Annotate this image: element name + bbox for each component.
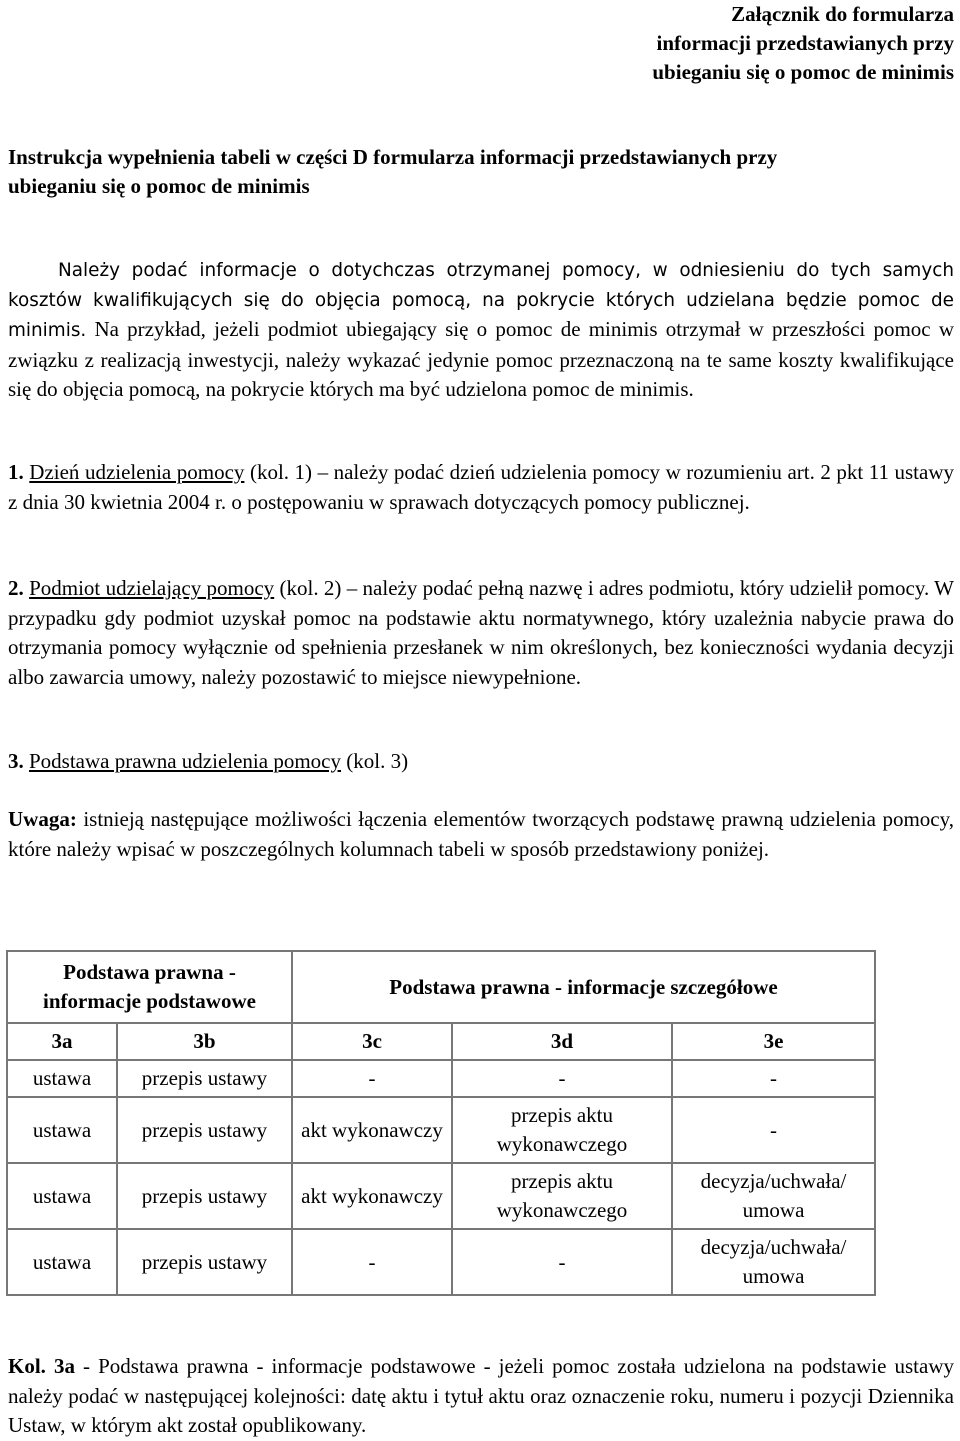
note-text: istnieją następujące możliwości łączenia elementów tworzących podstawę prawną udzielenia pomocy, które należy wpisać w poszczególnych kolumnach tabeli w sposób przedstawiony poniżej. bbox=[8, 807, 954, 861]
col-3a-text: - Podstawa prawna - informacje podstawowe - jeżeli pomoc została udzielona na podstawie ustawy należy podać w następującej kolejności: datę aktu i tytuł aktu oraz oznaczenie roku, numeru i pozycji Dziennika Ustaw, w którym akt został opublikowany. bbox=[8, 1354, 954, 1437]
column-number-3e: 3e bbox=[672, 1023, 875, 1060]
col-3a-paragraph bbox=[8, 1352, 954, 1441]
item-3-paragraph bbox=[8, 747, 954, 777]
item-2-paragraph bbox=[8, 574, 954, 692]
table-cell: - bbox=[452, 1060, 672, 1097]
item-2-text-2: W przypadku gdy podmiot uzyskał pomoc na podstawie aktu normatywnego, który uzależnia nabycie prawa do otrzymania pomocy wyłącznie od spełnienia przesłanek w nim określonych, bez konieczności wydania decyzji albo zawarcia umowy, należy pozostawić to miejsce niewypełnione. bbox=[8, 576, 954, 689]
column-number-3c: 3c bbox=[292, 1023, 452, 1060]
intro-text-part2: Na przykład, jeżeli podmiot ubiegający się o pomoc de minimis otrzymał w przeszłości pomoc w związku z realizacją inwestycji, należy wykazać jedynie pomoc przeznaczoną na te same koszty kwalifikujące się do objęcia pomocą, na pokrycie których ma być udzielona pomoc de minimis. bbox=[8, 317, 954, 401]
item-3-title: Podstawa prawna udzielenia pomocy bbox=[29, 749, 341, 773]
column-number-3b: 3b bbox=[117, 1023, 292, 1060]
table-header-row bbox=[7, 951, 875, 1023]
annex-line-3: ubieganiu się o pomoc de minimis bbox=[652, 60, 954, 84]
intro-text-part1: Należy podać informacje o dotychczas otrzymanej pomocy, w odniesieniu do tych samych kosztów kwalifikujących się do objęcia pomocą, na pokrycie których udzielana będzie pomoc de minimis. bbox=[8, 260, 954, 341]
table-cell: - bbox=[672, 1097, 875, 1163]
item-2-text: (kol. 2) – należy podać pełną nazwę i adres podmiotu, który udzielił pomocy. bbox=[274, 576, 930, 600]
table-cell: decyzja/uchwała/ umowa bbox=[672, 1229, 875, 1295]
table-cell: przepis ustawy bbox=[117, 1060, 292, 1097]
table-row bbox=[7, 1163, 875, 1229]
table-cell: ustawa bbox=[7, 1163, 117, 1229]
heading-line-1: Instrukcja wypełnienia tabeli w części D formularza informacji przedstawianych przy bbox=[8, 145, 778, 169]
table-cell: - bbox=[452, 1229, 672, 1295]
table-cell: - bbox=[292, 1229, 452, 1295]
item-1-paragraph bbox=[8, 458, 954, 517]
item-2-number: 2. bbox=[8, 576, 24, 600]
header-detail-info: Podstawa prawna - informacje szczegółowe bbox=[292, 951, 875, 1023]
table-cell: akt wykonawczy bbox=[292, 1097, 452, 1163]
table-cell: decyzja/uchwała/ umowa bbox=[672, 1163, 875, 1229]
annex-line-1: Załącznik do formularza bbox=[731, 2, 954, 26]
item-1-text: (kol. 1) – należy podać dzień udzielenia pomocy w rozumieniu art. 2 pkt 11 ustawy z dnia 30 kwietnia 2004 r. o postępowaniu w sprawach dotyczących pomocy publicznej. bbox=[8, 460, 954, 514]
table-cell: przepis ustawy bbox=[117, 1163, 292, 1229]
annex-title bbox=[534, 0, 954, 87]
table-cell: przepis aktu wykonawczego bbox=[452, 1097, 672, 1163]
item-2-title: Podmiot udzielający pomocy bbox=[29, 576, 275, 600]
table-row bbox=[7, 1229, 875, 1295]
table-cell: akt wykonawczy bbox=[292, 1163, 452, 1229]
item-1-number: 1. bbox=[8, 460, 24, 484]
annex-line-2: informacji przedstawianych przy bbox=[656, 31, 954, 55]
item-1-title: Dzień udzielenia pomocy bbox=[29, 460, 245, 484]
heading-line-2: ubieganiu się o pomoc de minimis bbox=[8, 174, 310, 198]
table-cell: ustawa bbox=[7, 1060, 117, 1097]
item-3-text: (kol. 3) bbox=[341, 749, 409, 773]
table-cell: przepis aktu wykonawczego bbox=[452, 1163, 672, 1229]
column-number-3d: 3d bbox=[452, 1023, 672, 1060]
table-cell: ustawa bbox=[7, 1097, 117, 1163]
col-3a-label: Kol. 3a bbox=[8, 1354, 75, 1378]
intro-paragraph bbox=[8, 256, 954, 405]
item-3-number: 3. bbox=[8, 749, 24, 773]
note-paragraph bbox=[8, 805, 954, 864]
note-label: Uwaga: bbox=[8, 807, 77, 831]
legal-basis-table bbox=[6, 950, 876, 1296]
table-cell: - bbox=[672, 1060, 875, 1097]
header-basic-info: Podstawa prawna - informacje podstawowe bbox=[7, 951, 292, 1023]
table-cell: - bbox=[292, 1060, 452, 1097]
table-cell: ustawa bbox=[7, 1229, 117, 1295]
table-cell: przepis ustawy bbox=[117, 1229, 292, 1295]
table-column-numbers-row bbox=[7, 1023, 875, 1060]
instruction-heading bbox=[8, 143, 948, 201]
table-row bbox=[7, 1060, 875, 1097]
table-cell: przepis ustawy bbox=[117, 1097, 292, 1163]
column-number-3a: 3a bbox=[7, 1023, 117, 1060]
table-row bbox=[7, 1097, 875, 1163]
